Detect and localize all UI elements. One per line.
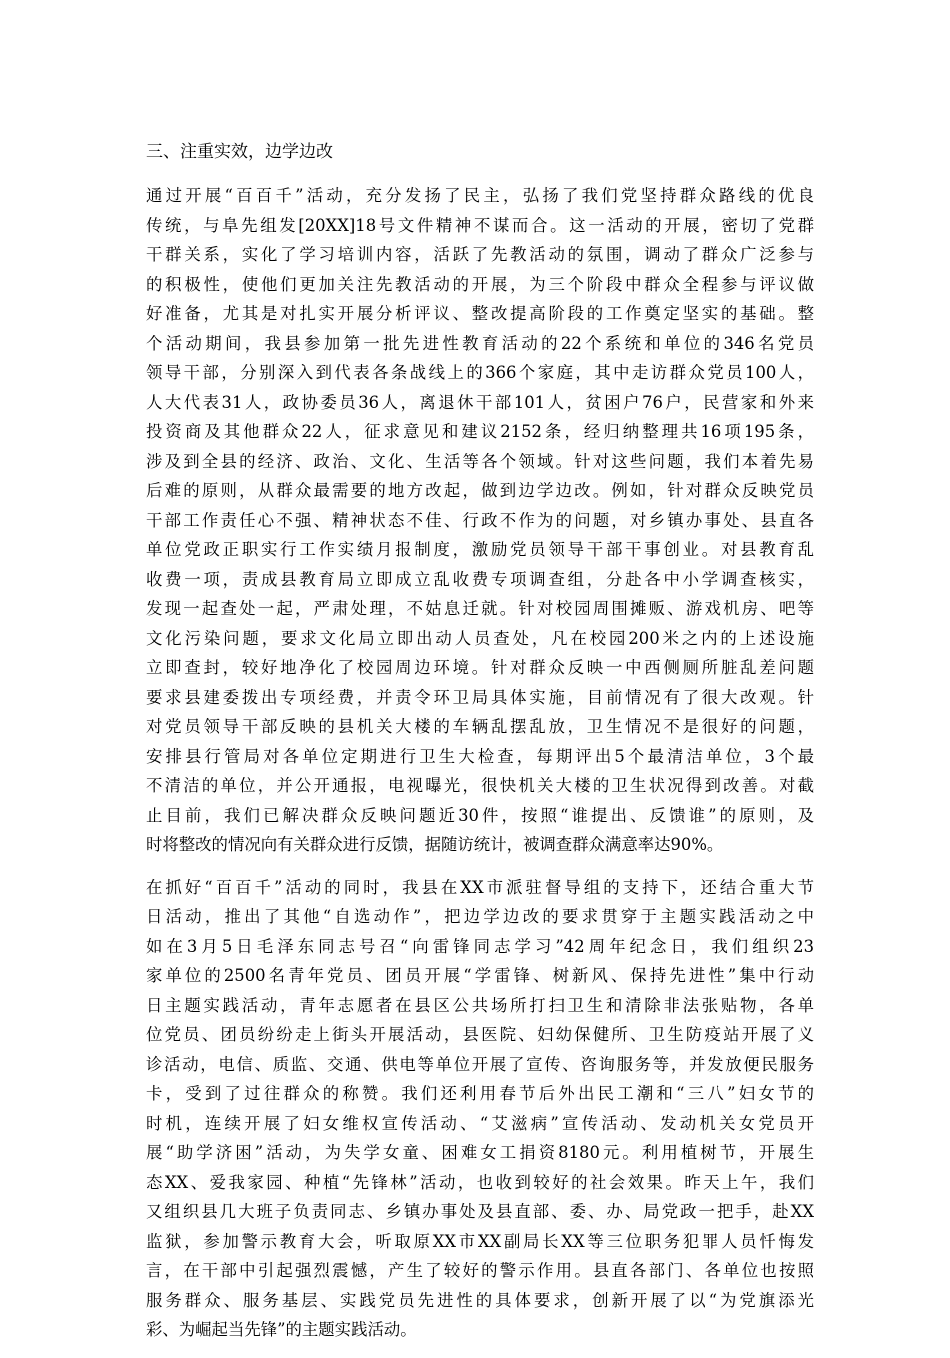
text-line: 言，在干部中引起强烈震憾，产生了较好的警示作用。县直各部门、各单位也按照	[146, 1261, 814, 1280]
text-line: 领导干部，分别深入到代表各条战线上的366个家庭，其中走访群众党员100人，	[146, 363, 814, 382]
text-line: 又组织县几大班子负责同志、乡镇办事处及县直部、委、办、局党政一把手，赴XX	[146, 1202, 814, 1221]
text-line: 时将整改的情况向有关群众进行反馈，据随访统计，被调查群众满意率达90%。	[146, 835, 724, 854]
text-line: 如在3月5日毛泽东同志号召“向雷锋同志学习”42周年纪念日，我们组织23	[146, 936, 814, 956]
text-line: 涉及到全县的经济、政治、文化、生活等各个领域。针对这些问题，我们本着先易	[146, 451, 814, 471]
paragraph-2	[146, 873, 814, 1345]
text-line: 监狱，参加警示教育大会，听取原XX市XX副局长XX等三位职务犯罪人员忏悔发	[146, 1231, 814, 1251]
text-line: 服务群众、服务基层、实践党员先进性的具体要求，创新开展了以“为党旗添光	[146, 1290, 814, 1310]
text-line: 的积极性，使他们更加关注先教活动的开展，为三个阶段中群众全程参与评议做	[146, 274, 814, 294]
text-line: 不清洁的单位，并公开通报，电视曝光，很快机关大楼的卫生状况得到改善。对截	[146, 776, 814, 795]
text-line: 后难的原则，从群众最需要的地方改起，做到边学边改。例如，针对群众反映党员	[146, 481, 814, 500]
text-line: 干部工作责任心不强、精神状态不佳、行政不作为的问题，对乡镇办事处、县直各	[146, 510, 814, 530]
text-line: 卡，受到了过往群众的称赞。我们还利用春节后外出民工潮和“三八”妇女节的	[146, 1084, 814, 1103]
text-line: 要求县建委拨出专项经费，并责令环卫局具体实施，目前情况有了很大改观。针	[146, 687, 814, 707]
text-line: 立即查封，较好地净化了校园周边环境。针对群众反映一中西侧厕所脏乱差问题	[146, 658, 814, 677]
text-line: 彩、为崛起当先锋”的主题实践活动。	[146, 1320, 417, 1339]
text-line: 态XX、爱我家园、种植“先锋林”活动，也收到较好的社会效果。昨天上午，我们	[146, 1172, 814, 1192]
section-heading: 三、注重实效，边学边改	[146, 142, 333, 162]
text-line: 家单位的2500名青年党员、团员开展“学雷锋、树新风、保持先进性”集中行动	[146, 966, 814, 985]
text-line: 通过开展“百百千”活动，充分发扬了民主，弘扬了我们党坚持群众路线的优良	[146, 186, 814, 205]
text-line: 收费一项，责成县教育局立即成立乱收费专项调查组，分赴各中小学调查核实，	[146, 569, 814, 589]
text-line: 诊活动，电信、质监、交通、供电等单位开展了宣传、咨询服务等，并发放便民服务	[146, 1054, 814, 1074]
text-line: 展“助学济困”活动，为失学女童、困难女工捐资8180元。利用植树节，开展生	[146, 1143, 814, 1162]
text-line: 传统，与阜先组发[20XX]18号文件精神不谋而合。这一活动的开展，密切了党群	[146, 215, 814, 235]
document-page	[146, 138, 814, 1358]
text-line: 人大代表31人，政协委员36人，离退休干部101人，贫困户76户，民营家和外来	[146, 392, 814, 412]
text-line: 在抓好“百百千”活动的同时，我县在XX市派驻督导组的支持下，还结合重大节	[146, 877, 814, 897]
text-line: 个活动期间，我县参加第一批先进性教育活动的22个系统和单位的346名党员	[146, 333, 814, 353]
text-line: 单位党政正职实行工作实绩月报制度，激励党员领导干部干事创业。对县教育乱	[146, 540, 814, 559]
text-line: 日活动，推出了其他“自选动作”，把边学边改的要求贯穿于主题实践活动之中	[146, 907, 814, 926]
text-line: 文化污染问题，要求文化局立即出动人员查处，凡在校园200米之内的上述设施	[146, 628, 814, 648]
text-line: 位党员、团员纷纷走上街头开展活动，县医院、妇幼保健所、卫生防疫站开展了义	[146, 1025, 814, 1044]
text-line: 发现一起查处一起，严肃处理，不姑息迁就。针对校园周围摊贩、游戏机房、吧等	[146, 599, 814, 618]
text-line: 干群关系，实化了学习培训内容，活跃了先教活动的氛围，调动了群众广泛参与	[146, 245, 814, 264]
paragraph-1	[146, 181, 814, 860]
text-line: 对党员领导干部反映的县机关大楼的车辆乱摆乱放，卫生情况不是很好的问题，	[146, 717, 814, 736]
text-line: 日主题实践活动，青年志愿者在县区公共场所打扫卫生和清除非法张贴物，各单	[146, 995, 814, 1015]
text-line: 安排县行管局对各单位定期进行卫生大检查，每期评出5个最清洁单位，3个最	[146, 746, 814, 766]
text-line: 投资商及其他群众22人，征求意见和建议2152条，经归纳整理共16项195条，	[146, 422, 814, 441]
text-line: 时机，连续开展了妇女维权宣传活动、“艾滋病”宣传活动、发动机关女党员开	[146, 1113, 814, 1133]
text-line: 止目前，我们已解决群众反映问题近30件，按照“谁提出、反馈谁”的原则，及	[146, 805, 814, 825]
text-line: 好准备，尤其是对扎实开展分析评议、整改提高阶段的工作奠定坚实的基础。整	[146, 304, 814, 323]
